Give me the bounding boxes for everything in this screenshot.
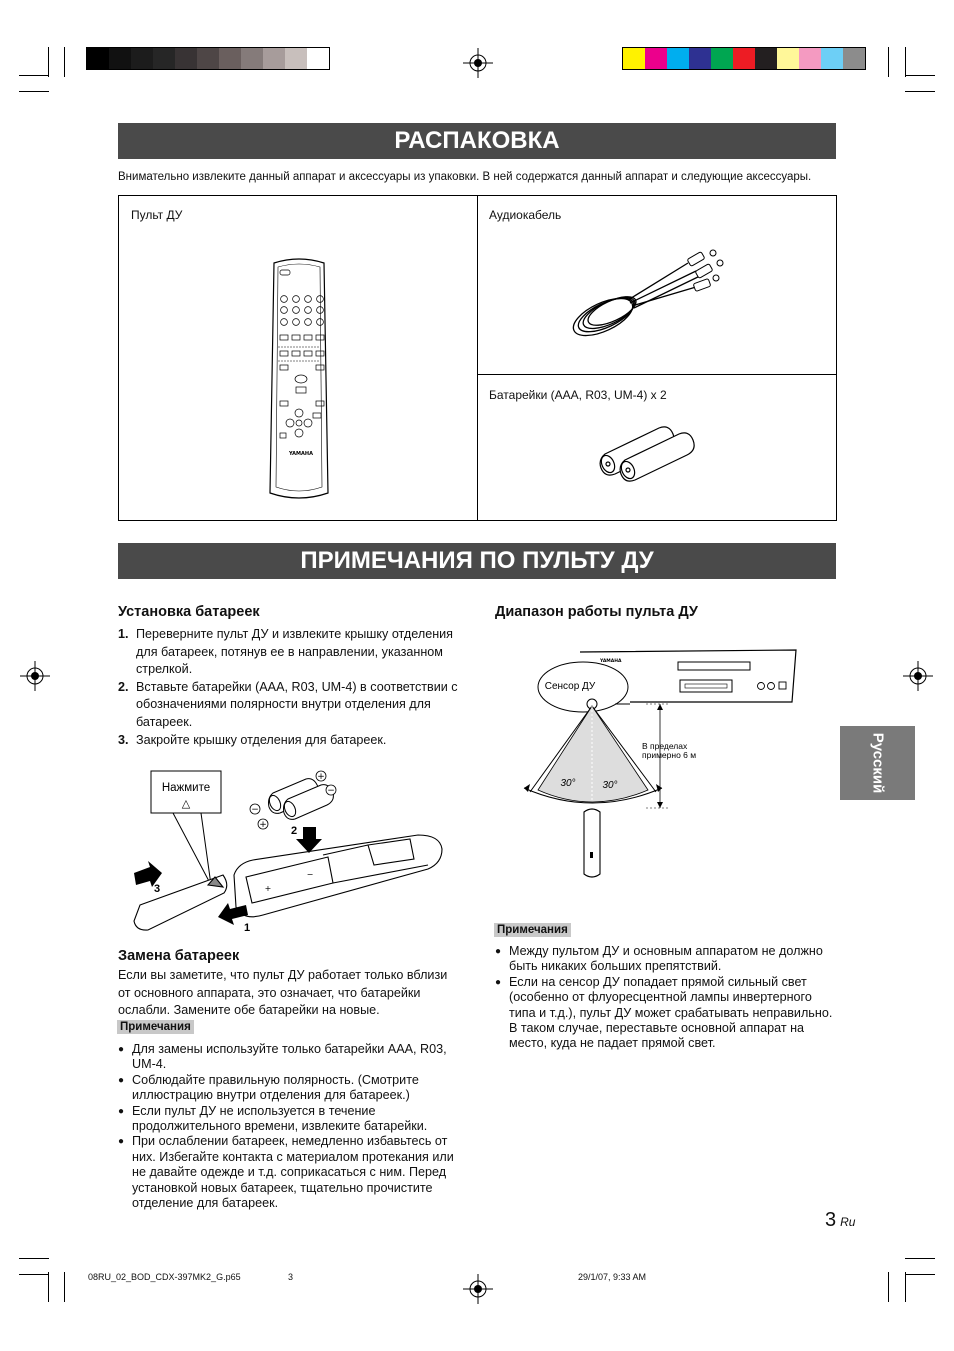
audio-cable-illustration (568, 245, 733, 340)
page-number: 3 Ru (825, 1209, 856, 1231)
range-heading: Диапазон работы пульта ДУ (495, 604, 698, 620)
color-swatch (219, 48, 241, 69)
polarity-mark: + (264, 884, 272, 893)
registration-mark-left (20, 661, 50, 691)
color-swatch (285, 48, 307, 69)
color-swatch (777, 48, 799, 69)
color-swatch (153, 48, 175, 69)
accessory-remote-label: Пульт ДУ (131, 208, 183, 222)
distance-label-line1: В пределах (642, 741, 688, 751)
step-marker: 2 (291, 825, 298, 837)
color-swatch (711, 48, 733, 69)
grayscale-color-bar (86, 47, 330, 70)
color-swatch (821, 48, 843, 69)
press-label: Нажмите (161, 782, 211, 794)
range-notes-tag: Примечания (494, 923, 571, 937)
registration-mark-right (903, 661, 933, 691)
page-lang: Ru (840, 1215, 856, 1229)
device-brand-logo: YAMAHA (600, 659, 622, 664)
color-swatch (667, 48, 689, 69)
color-swatch (109, 48, 131, 69)
color-swatch (263, 48, 285, 69)
battery-install-illustration (128, 765, 448, 940)
note-item: ● Соблюдайте правильную полярность. (Смотрите иллюстрацию внутри отделения для батареек.) (118, 1073, 460, 1104)
intro-text: Внимательно извлеките данный аппарат и аксессуары из упаковки. В ней содержатся данный аппарат и следующие аксессуары. (118, 171, 812, 183)
step-marker: 3 (154, 883, 161, 895)
footer-file: 08RU_02_BOD_CDX-397MK2_G.p65 (88, 1272, 241, 1282)
color-swatch (733, 48, 755, 69)
registration-mark-bottom (463, 1274, 493, 1304)
install-steps (118, 626, 458, 749)
step-marker: 1 (244, 922, 251, 934)
note-item: ● Между пультом ДУ и основным аппаратом не должно быть никаких больших препятствий. (495, 944, 840, 975)
color-swatch (175, 48, 197, 69)
color-swatch (755, 48, 777, 69)
remote-brand-logo: YAMAHA (289, 451, 313, 457)
replace-heading: Замена батареек (118, 948, 240, 964)
note-item: ● Если на сенсор ДУ попадает прямой сильный свет (особенно от флуоресцентной лампы инвертерного типа и т.д.), пульт ДУ может срабатывать неправильно. В таком случае, переставьте основной аппарат на место, куда не падает прямой свет. (495, 975, 840, 1052)
polarity-mark: + (259, 820, 267, 830)
box-divider-vertical (477, 195, 478, 520)
install-step: 2. Вставьте батарейки (AAA, R03, UM-4) в соответствии с обозначениями полярности внутри отделения для батареек. (118, 679, 458, 729)
note-item: ● Для замены используйте только батарейки AAA, R03, UM-4. (118, 1042, 460, 1073)
footer-page: 3 (288, 1272, 294, 1282)
batteries-illustration (597, 420, 705, 482)
range-notes (495, 944, 840, 1052)
note-item: ● Если пульт ДУ не используется в течение продолжительного времени, извлеките батарейки. (118, 1104, 460, 1135)
language-side-tab: Русский (840, 726, 915, 800)
replace-notes (118, 1042, 460, 1211)
color-swatch (87, 48, 109, 69)
press-symbol: △ (181, 797, 191, 810)
section-title-remote-notes: ПРИМЕЧАНИЯ ПО ПУЛЬТУ ДУ (118, 543, 836, 579)
color-swatch (197, 48, 219, 69)
polarity-mark: + (317, 772, 325, 782)
color-swatch (131, 48, 153, 69)
install-heading: Установка батареек (118, 604, 260, 620)
section-title-unpacking: РАСПАКОВКА (118, 123, 836, 159)
box-divider-horizontal (477, 374, 836, 375)
accessory-cable-label: Аудиокабель (489, 208, 562, 222)
color-swatch (307, 48, 329, 69)
remote-control-illustration (268, 255, 330, 503)
color-swatch (843, 48, 865, 69)
remote-range-diagram (520, 642, 800, 882)
polarity-mark: − (327, 786, 335, 796)
color-swatch (689, 48, 711, 69)
distance-label-line2: примерно 6 м (642, 750, 697, 760)
polarity-mark: − (251, 805, 259, 815)
registration-mark-top (463, 48, 493, 78)
note-item: ● При ослаблении батареек, немедленно избавьтесь от них. Избегайте контакта с материалом протекания или не давайте одежде и т.д. соприкасаться с ним. Перед установкой новых батареек, тщательно прочистите отделение для батареек. (118, 1134, 460, 1211)
process-color-bar (622, 47, 866, 70)
accessory-batteries-label: Батарейки (AAA, R03, UM-4) x 2 (489, 388, 667, 402)
replace-notes-tag: Примечания (117, 1020, 194, 1034)
replace-text: Если вы заметите, что пульт ДУ работает только вблизи от основного аппарата, это означает, что батарейки ослабли. Замените обе батарейки на новые. (118, 968, 448, 1018)
color-swatch (623, 48, 645, 69)
color-swatch (645, 48, 667, 69)
polarity-mark: − (306, 870, 314, 879)
angle-right-label: 30° (602, 780, 618, 791)
sensor-label: Сенсор ДУ (544, 681, 596, 692)
color-swatch (241, 48, 263, 69)
footer-date: 29/1/07, 9:33 AM (578, 1272, 647, 1282)
color-swatch (799, 48, 821, 69)
install-step: 1. Переверните пульт ДУ и извлеките крышку отделения для батареек, потянув ее в направлении, указанном стрелкой. (118, 627, 454, 677)
angle-left-label: 30° (560, 778, 576, 789)
install-step: 3. Закройте крышку отделения для батареек. (118, 732, 387, 747)
